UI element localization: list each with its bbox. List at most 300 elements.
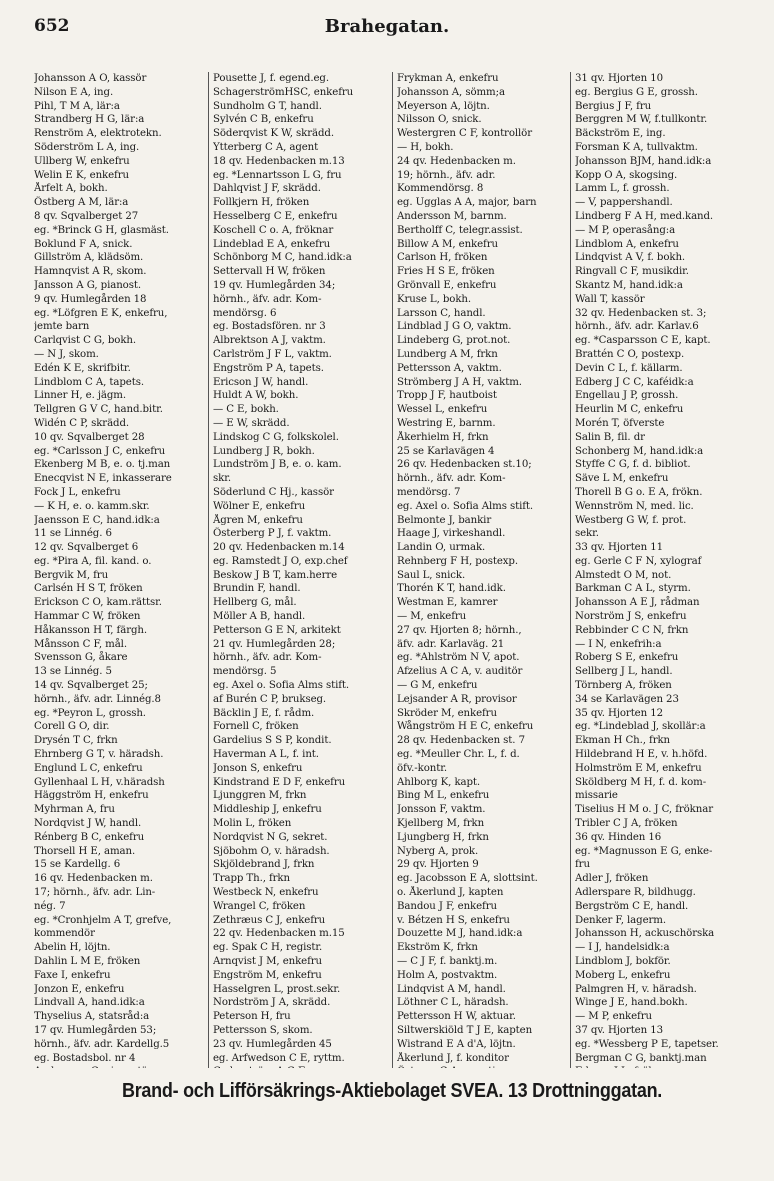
- directory-entry: missarie: [575, 790, 618, 802]
- directory-entry: eg. Axel o. Sofia Alms stift.: [397, 500, 534, 512]
- directory-entry: Nordqvist J W, handl.: [34, 818, 142, 830]
- directory-entry: Sellberg J L, handl.: [575, 666, 673, 678]
- directory-entry: Johansson A, sömm;a: [397, 86, 505, 98]
- directory-entry: Pousette J, f. egend.eg.: [213, 73, 329, 84]
- directory-entry: 26 qv. Hedenbacken st.10;: [397, 459, 532, 471]
- directory-entry: Enecqvist N E, inkasserare: [34, 473, 172, 485]
- directory-entry: Nordqvist N G, sekret.: [213, 831, 328, 843]
- directory-entry: 12 qv. Sqvalberget 6: [34, 542, 139, 554]
- directory-entry: Fornell C, fröken: [213, 721, 299, 733]
- directory-entry: Pettersson H W, aktuar.: [397, 1011, 516, 1023]
- directory-entry: hörnh., äfv. adr. Kom-: [213, 293, 322, 305]
- directory-entry: eg. Bergius G E, grossh.: [575, 86, 698, 98]
- directory-entry: — I J, handelsidk:a: [575, 942, 670, 954]
- directory-entry: Schönborg M C, hand.idk:a: [213, 252, 352, 264]
- directory-entry: 8 qv. Sqvalberget 27: [34, 210, 139, 222]
- directory-entry: nég. 7: [34, 900, 66, 912]
- directory-entry: Beskow J B T, kam.herre: [213, 569, 338, 581]
- directory-entry: Erickson C O, kam.rättsr.: [34, 597, 162, 609]
- directory-entry: Barkman C A L, styrm.: [575, 583, 691, 595]
- directory-entry: Wall T, kassör: [575, 293, 645, 305]
- directory-entry: Pihl, T M A, lär:a: [34, 100, 120, 112]
- directory-entry: Meyerson A, löjtn.: [397, 100, 490, 112]
- directory-entry: Almstedt O M, not.: [575, 569, 672, 581]
- directory-entry: Wångström H E C, enkefru: [397, 721, 534, 733]
- directory-entry: 21 qv. Humlegården 28;: [213, 638, 336, 650]
- directory-entry: Westberg G W, f. prot.: [575, 514, 687, 526]
- directory-entry: eg. *Lindeblad J, skollär:a: [575, 721, 706, 733]
- directory-entry: kommendör: [34, 928, 95, 940]
- directory-entry: Johansson BJM, hand.idk:a: [575, 155, 712, 167]
- directory-entry: Wistrand E A d'A, löjtn.: [397, 1038, 516, 1050]
- directory-entry: Lindqvist A M, handl.: [397, 983, 506, 995]
- directory-entry: Engellau J P, grossh.: [575, 390, 679, 402]
- directory-entry: Holmström E M, enkefru: [575, 762, 702, 774]
- directory-entry: Albrektson A J, vaktm.: [213, 335, 326, 347]
- directory-entry: Moberg L, enkefru: [575, 969, 671, 981]
- directory-entry: Billow A M, enkefru: [397, 238, 498, 250]
- directory-entry: Söderqvist K W, skrädd.: [213, 128, 334, 140]
- directory-column-1: [34, 72, 202, 1068]
- directory-entry: Sundholm G T, handl.: [213, 100, 322, 112]
- directory-entry: Belmonte J, bankir: [397, 514, 492, 526]
- directory-entry: Lundberg A M, frkn: [397, 348, 498, 360]
- directory-entry: mendörsg. 6: [213, 307, 277, 319]
- directory-entry: Brundin F, handl.: [213, 583, 301, 595]
- directory-entry: Zethræus C J, enkefru: [213, 914, 326, 926]
- running-title: Brahegatan.: [324, 16, 450, 37]
- directory-entry: Berggren M W, f.tullkontr.: [575, 114, 708, 126]
- directory-entry: 20 qv. Hedenbacken m.14: [213, 542, 345, 554]
- directory-entry: Hasselgren L, prost.sekr.: [213, 983, 341, 995]
- directory-entry: Ahlborg K, kapt.: [397, 776, 481, 788]
- directory-entry: Lindeblad E A, enkefru: [213, 238, 331, 250]
- directory-entry: Lindblom A, enkefru: [575, 238, 679, 250]
- directory-entry: Welin E K, enkefru: [34, 169, 129, 181]
- directory-entry: Morén T, öfverste: [575, 417, 665, 429]
- directory-entry: Gardelius S S P, kondit.: [213, 735, 332, 747]
- directory-entry: Molin L, fröken: [213, 818, 292, 830]
- page-number: 652: [34, 16, 70, 36]
- directory-entry: Lindskog C G, folkskolel.: [213, 431, 339, 443]
- directory-entry: Söderlund C Hj., kassör: [213, 486, 334, 498]
- directory-entry: Forsman K A, tullvaktm.: [575, 141, 698, 153]
- directory-entry: Tropp J F, hautboist: [397, 390, 497, 402]
- directory-entry: Thorén K T, hand.idk.: [397, 583, 506, 595]
- directory-entry: Ytterberg C A, agent: [213, 141, 319, 153]
- directory-entry: v. Bétzen H S, enkefru: [397, 914, 510, 926]
- directory-entry: öfv.-kontr.: [397, 762, 447, 774]
- directory-entry: Haverman A L, f. int.: [213, 749, 319, 761]
- directory-entry: 35 qv. Hjorten 12: [575, 707, 663, 719]
- directory-entry: eg. Axel o. Sofia Alms stift.: [213, 680, 350, 692]
- directory-entry: — K H, e. o. kamm.skr.: [34, 500, 150, 512]
- directory-entry: Norström J S, enkefru: [575, 611, 687, 623]
- directory-entry: Johansson A E J, rådman: [575, 597, 700, 609]
- directory-entry: Winge J E, hand.bokh.: [575, 997, 688, 1009]
- directory-entry: hörnh., äfv. adr. Kom-: [397, 473, 506, 485]
- directory-entry: — V, pappershandl.: [575, 197, 673, 209]
- directory-entry: Thorell B G o. E A, frökn.: [575, 486, 703, 498]
- directory-entry: 23 qv. Humlegården 45: [213, 1038, 332, 1050]
- directory-entry: Koschell C o. A, fröknar: [213, 224, 334, 236]
- directory-entry: eg. *Brinck G H, glasmäst.: [34, 224, 169, 236]
- directory-entry: eg. Ramstedt J O, exp.chef: [213, 555, 348, 567]
- directory-entry: Westring E, barnm.: [397, 417, 496, 429]
- directory-entry: 34 se Karlavägen 23: [575, 693, 679, 705]
- directory-entry: Lindvall A, hand.idk:a: [34, 997, 145, 1009]
- directory-entry: Saul L, snick.: [397, 569, 466, 581]
- directory-entry: mendörsg. 5: [213, 666, 277, 678]
- directory-entry: hörnh., äfv. adr. Kardellg.5: [34, 1038, 170, 1050]
- directory-entry: Hamnqvist A R, skom.: [34, 266, 147, 278]
- directory-entry: Lindqvist A V, f. bokh.: [575, 252, 686, 264]
- directory-entry: Österberg P J, f. vaktm.: [213, 528, 332, 540]
- directory-entry: Edén K E, skrifbitr.: [34, 362, 131, 374]
- directory-entry: Edberg J C C, kaféidk:a: [575, 376, 694, 388]
- directory-entry: 32 qv. Hedenbacken st. 3;: [575, 307, 707, 319]
- directory-entry: Jonson S, enkefru: [213, 762, 303, 774]
- directory-entry: Gillström A, klädsöm.: [34, 252, 144, 264]
- directory-entry: Salin B, fil. dr: [575, 431, 645, 443]
- directory-entry: Ljunggren M, frkn: [213, 790, 307, 802]
- directory-entry: Widén C P, skrädd.: [34, 417, 130, 429]
- directory-entry: Bandou J F, enkefru: [397, 900, 497, 912]
- directory-entry: hörnh., äfv. adr. Karlav.6: [575, 321, 699, 333]
- directory-entry: Linner H, e. jägm.: [34, 390, 127, 402]
- directory-entry: Sköldberg M H, f. d. kom-: [575, 776, 707, 788]
- directory-entry: Corell G O, dir.: [34, 721, 110, 733]
- directory-entry: Jonsson F, vaktm.: [397, 804, 486, 816]
- directory-entry: Kopp O A, skogsing.: [575, 169, 678, 181]
- directory-entry: 13 se Linnég. 5: [34, 666, 112, 678]
- directory-entry: Frykman A, enkefru: [397, 73, 499, 84]
- directory-entry: [34, 1065, 202, 1068]
- directory-entry: Boklund F A, snick.: [34, 238, 133, 250]
- directory-entry: Thyselius A, statsråd:a: [34, 1011, 150, 1023]
- directory-entry: hörnh., äfv. adr. Kom-: [213, 652, 322, 664]
- directory-entry: Sylvén C B, enkefru: [213, 114, 314, 126]
- directory-entry: Möller A B, handl.: [213, 611, 306, 623]
- directory-entry: Rénberg B C, enkefru: [34, 831, 145, 843]
- directory-entry: Drysén T C, frkn: [34, 735, 118, 747]
- directory-entry: Afzelius A C A, v. auditör: [397, 666, 523, 678]
- directory-entry: Engström P A, tapets.: [213, 362, 324, 374]
- directory-entry: Carlqvist C G, bokh.: [34, 335, 137, 347]
- directory-entry: Westergren C F, kontrollör: [397, 128, 532, 140]
- directory-entry: Carlström J F L, vaktm.: [213, 348, 332, 360]
- directory-entry: Lamm L, f. grossh.: [575, 183, 670, 195]
- directory-entry: Myhrman A, fru: [34, 804, 115, 816]
- directory-entry: hörnh., äfv. adr. Linnég.8: [34, 693, 161, 705]
- directory-entry: Ekström K, frkn: [397, 942, 478, 954]
- directory-entry: Svensson G, åkare: [34, 652, 128, 664]
- directory-entry: Larsson C, handl.: [397, 307, 486, 319]
- directory-entry: Wessel L, enkefru: [397, 404, 488, 416]
- directory-entry: Jonzon E, enkefru: [34, 983, 125, 995]
- directory-entry: eg. *Ahlström N V, apot.: [397, 652, 520, 664]
- page-header: [34, 16, 740, 42]
- directory-entry: eg. *Lennartsson L G, fru: [213, 169, 342, 181]
- directory-entry: Nilson E A, ing.: [34, 86, 114, 98]
- directory-entry: Fock J L, enkefru: [34, 486, 121, 498]
- directory-entry: af Burén C P, brukseg.: [213, 693, 327, 705]
- directory-entry: eg. Arfwedson C E, ryttm.: [213, 1052, 345, 1064]
- directory-entry: Lindblom C A, tapets.: [34, 376, 144, 388]
- directory-entry: Hildebrand H E, v. h.höfd.: [575, 749, 708, 761]
- directory-entry: Andersson M, barnm.: [397, 210, 507, 222]
- directory-entry: — C J F, f. banktj.m.: [397, 956, 498, 967]
- directory-entry: eg. Gerle C F N, xylograf: [575, 555, 702, 567]
- directory-entry: Abelin H, löjtn.: [34, 942, 111, 954]
- directory-entry: skr.: [213, 473, 231, 485]
- directory-entry: Pettersson A, vaktm.: [397, 362, 502, 374]
- directory-entry: Ekenberg M B, e. o. tj.man: [34, 459, 171, 471]
- directory-entry: Devin C L, f. källarm.: [575, 362, 683, 374]
- directory-entry: Middleship J, enkefru: [213, 804, 322, 816]
- directory-entry: Nyberg A, prok.: [397, 845, 479, 857]
- directory-entry: eg. *Carlsson J C, enkefru: [34, 445, 166, 457]
- directory-entry: Bergström C E, handl.: [575, 900, 689, 912]
- directory-entry: Settervall H W, fröken: [213, 266, 326, 278]
- directory-entry: Tiselius H M o. J C, fröknar: [575, 804, 713, 816]
- directory-entry: Lindblom J, bokför.: [575, 956, 671, 967]
- directory-entry: Rebbinder C C N, frkn: [575, 624, 689, 636]
- directory-entry: Holm A, postvaktm.: [397, 969, 498, 981]
- directory-entry: 14 qv. Sqvalberget 25;: [34, 680, 148, 692]
- directory-entry: Ågren M, enkefru: [213, 514, 303, 526]
- directory-entry: 10 qv. Sqvalberget 28: [34, 431, 145, 443]
- directory-entry: Englund L C, enkefru: [34, 762, 143, 774]
- directory-entry: Peterson H, fru: [213, 1011, 291, 1023]
- directory-entry: Skjöldebrand J, frkn: [213, 859, 315, 871]
- directory-entry: Gyllenhaal L H, v.häradsh: [34, 776, 165, 788]
- directory-entry: Heurlin M C, enkefru: [575, 404, 684, 416]
- directory-entry: Jaensson E C, hand.idk:a: [34, 514, 160, 526]
- directory-entry: eg. *Pira A, fil. kand. o.: [34, 555, 152, 567]
- directory-column-4: [570, 72, 741, 1068]
- directory-entry: Wennström N, med. lic.: [575, 500, 694, 512]
- directory-entry: — N J, skom.: [34, 348, 99, 360]
- directory-entry: Bergius J F, fru: [575, 100, 652, 112]
- directory-entry: 16 qv. Hedenbacken m.: [34, 873, 153, 885]
- directory-entry: Månsson C F, mål.: [34, 638, 127, 650]
- directory-entry: — C E, bokh.: [213, 404, 279, 416]
- directory-entry: eg. Bostadsbol. nr 4: [34, 1052, 136, 1064]
- directory-entry: Bäcklin J E, f. rådm.: [213, 707, 315, 719]
- directory-entry: — I N, enkefrih:a: [575, 638, 662, 650]
- footer-advertisement: Brand- och Lifförsäkrings-Aktiebolaget SVEA. 13 Drottninggatan.: [121, 1080, 663, 1102]
- directory-entry: [575, 1065, 741, 1068]
- directory-entry: Jansson A G, pianost.: [34, 279, 141, 291]
- directory-entry: Hellberg G, mål.: [213, 597, 297, 609]
- directory-entry: Pettersson S, skom.: [213, 1024, 313, 1036]
- directory-entry: Fries H S E, fröken: [397, 266, 495, 278]
- directory-entry: Åkerhielm H, frkn: [397, 431, 489, 443]
- directory-entry: Lindeberg G, prot.not.: [397, 335, 511, 347]
- directory-entry: Löthner C L, häradsh.: [397, 997, 509, 1009]
- directory-entry: Johansson A O, kassör: [34, 73, 147, 84]
- directory-entry: Faxe I, enkefru: [34, 969, 111, 981]
- directory-entry: sekr.: [575, 528, 599, 540]
- directory-entry: Nordström J A, skrädd.: [213, 997, 331, 1009]
- directory-entry: — M P, enkefru: [575, 1011, 652, 1023]
- directory-entry: Ringvall C F, musikdir.: [575, 266, 689, 278]
- directory-entry: Bergvik M, fru: [34, 569, 109, 581]
- directory-entry: Strandberg H G, lär:a: [34, 114, 145, 126]
- directory-entry: Thorsell H E, aman.: [34, 845, 136, 857]
- directory-entry: Hammar C W, fröken: [34, 611, 141, 623]
- directory-entry: Arnqvist J M, enkefru: [213, 956, 323, 967]
- directory-entry: Rehnberg F H, postexp.: [397, 555, 518, 567]
- directory-entry: Ekman H Ch., frkn: [575, 735, 671, 747]
- directory-entry: 29 qv. Hjorten 9: [397, 859, 479, 871]
- directory-entry: eg. *Löfgren E K, enkefru,: [34, 307, 168, 319]
- directory-entry: SchagerströmHSC, enkefru: [213, 86, 354, 98]
- directory-entry: Skröder M, enkefru: [397, 707, 497, 719]
- directory-entry: Adlerspare R, bildhugg.: [575, 887, 696, 899]
- directory-entry: [397, 1065, 569, 1068]
- directory-entry: Lundström J B, e. o. kam.: [213, 459, 342, 471]
- directory-entry: eg. Bostadsfören. nr 3: [213, 321, 326, 333]
- directory-entry: Wölner E, enkefru: [213, 500, 306, 512]
- directory-entry: Adler J, fröken: [575, 873, 649, 885]
- directory-entry: eg. Jacobsson E A, slottsint.: [397, 873, 538, 885]
- directory-entry: Grönvall E, enkefru: [397, 279, 497, 291]
- directory-entry: eg. *Cronhjelm A T, grefve,: [34, 914, 172, 926]
- directory-entry: 33 qv. Hjorten 11: [575, 542, 663, 554]
- directory-entry: Johansson H, ackuschörska: [575, 928, 715, 940]
- directory-entry: Roberg S E, enkefru: [575, 652, 679, 664]
- directory-entry: eg. Ugglas A A, major, barn: [397, 197, 537, 209]
- directory-entry: Trapp Th., frkn: [213, 873, 290, 885]
- directory-entry: Lindblad J G O, vaktm.: [397, 321, 512, 333]
- directory-entry: 25 se Karlavägen 4: [397, 445, 495, 457]
- directory-entry: Styffe C G, f. d. bibliot.: [575, 459, 691, 471]
- directory-entry: Häggström H, enkefru: [34, 790, 149, 802]
- directory-entry: fru: [575, 859, 590, 871]
- directory-entry: Hesselberg C E, enkefru: [213, 210, 338, 222]
- directory-entry: 36 qv. Hinden 16: [575, 831, 662, 843]
- directory-entry: — M, enkefru: [397, 611, 467, 623]
- directory-entry: 31 qv. Hjorten 10: [575, 73, 663, 84]
- directory-entry: Kruse L, bokh.: [397, 293, 472, 305]
- directory-entry: Kjellberg M, frkn: [397, 818, 485, 830]
- directory-entry: Douzette M J, hand.idk:a: [397, 928, 523, 940]
- directory-entry: 22 qv. Hedenbacken m.15: [213, 928, 345, 940]
- directory-entry: Årfelt A, bokh.: [34, 183, 108, 195]
- directory-entry: 19 qv. Humlegården 34;: [213, 279, 336, 291]
- directory-entry: Lejsander A R, provisor: [397, 693, 517, 705]
- directory-entry: Palmgren H, v. häradsh.: [575, 983, 697, 995]
- directory-entry: Landin O, urmak.: [397, 542, 486, 554]
- directory-entry: 17 qv. Humlegården 53;: [34, 1024, 157, 1036]
- directory-entry: Ullberg W, enkefru: [34, 155, 130, 167]
- directory-entry: 17; hörnh., äfv. adr. Lin-: [34, 887, 156, 899]
- directory-entry: Bäckström E, ing.: [575, 128, 666, 140]
- directory-entry: o. Åkerlund J, kapten: [397, 887, 504, 899]
- directory-entry: Follkjern H, fröken: [213, 197, 310, 209]
- directory-entry: Skantz M, hand.idk:a: [575, 279, 683, 291]
- directory-entry: 27 qv. Hjorten 8; hörnh.,: [397, 624, 522, 636]
- directory-entry: eg. *Magnusson E G, enke-: [575, 845, 713, 857]
- directory-entry: eg. Spak C H, registr.: [213, 942, 323, 954]
- directory-entry: Kommendörsg. 8: [397, 183, 484, 195]
- directory-columns: [34, 72, 740, 1068]
- directory-entry: Ericson J W, handl.: [213, 376, 309, 388]
- directory-entry: eg. *Casparsson C E, kapt.: [575, 335, 711, 347]
- directory-entry: Carlsén H S T, fröken: [34, 583, 143, 595]
- directory-entry: Bertholff C, telegr.assist.: [397, 224, 523, 236]
- directory-entry: Siltwerskiöld T J E, kapten: [397, 1024, 533, 1036]
- directory-entry: Lundberg J R, bokh.: [213, 445, 315, 457]
- directory-entry: Dahlqvist J F, skrädd.: [213, 183, 321, 195]
- directory-entry: — E W, skrädd.: [213, 417, 290, 429]
- directory-entry: Tribler C J A, fröken: [575, 818, 678, 830]
- directory-entry: Bergman C G, banktj.man: [575, 1052, 707, 1064]
- directory-entry: Strömberg J A H, vaktm.: [397, 376, 522, 388]
- directory-entry: eg. *Wessberg P E, tapetser.: [575, 1038, 719, 1050]
- directory-entry: äfv. adr. Karlaväg. 21: [397, 638, 505, 650]
- directory-entry: 24 qv. Hedenbacken m.: [397, 155, 516, 167]
- directory-entry: Renström A, elektrotekn.: [34, 128, 162, 140]
- directory-column-3: [392, 72, 569, 1068]
- directory-entry: Tellgren G V C, hand.bitr.: [34, 404, 163, 416]
- directory-entry: Nilsson O, snick.: [397, 114, 482, 126]
- directory-entry: Lindberg F A H, med.kand.: [575, 210, 714, 222]
- directory-entry: Bing M L, enkefru: [397, 790, 490, 802]
- directory-entry: 19; hörnh., äfv. adr.: [397, 169, 496, 181]
- directory-entry: — H, bokh.: [397, 141, 454, 153]
- directory-entry: Westman E, kamrer: [397, 597, 498, 609]
- directory-entry: Petterson G E N, arkitekt: [213, 624, 341, 636]
- directory-entry: jemte barn: [34, 321, 90, 333]
- directory-entry: Carlson H, fröken: [397, 252, 488, 264]
- directory-entry: Säve L M, enkefru: [575, 473, 669, 485]
- directory-entry: 37 qv. Hjorten 13: [575, 1024, 663, 1036]
- directory-entry: Wrangel C, fröken: [213, 900, 306, 912]
- directory-entry: [213, 1065, 391, 1068]
- directory-entry: Engström M, enkefru: [213, 969, 322, 981]
- directory-entry: Ljungberg H, frkn: [397, 831, 489, 843]
- directory-entry: Söderström L A, ing.: [34, 141, 140, 153]
- directory-entry: Östberg A M, lär:a: [34, 197, 129, 209]
- directory-entry: 11 se Linnég. 6: [34, 528, 112, 540]
- directory-entry: Westbeck N, enkefru: [213, 887, 319, 899]
- directory-column-2: [208, 72, 391, 1068]
- directory-entry: Sjöbohm O, v. häradsh.: [213, 845, 330, 857]
- directory-entry: Huldt A W, bokh.: [213, 390, 299, 402]
- directory-entry: mendörsg. 7: [397, 486, 461, 498]
- directory-entry: — G M, enkefru: [397, 680, 478, 692]
- directory-entry: Kindstrand E D F, enkefru: [213, 776, 346, 788]
- directory-entry: Denker F, lagerm.: [575, 914, 666, 926]
- directory-entry: 18 qv. Hedenbacken m.13: [213, 155, 345, 167]
- directory-entry: 28 qv. Hedenbacken st. 7: [397, 735, 525, 747]
- directory-entry: eg. *Peyron L, grossh.: [34, 707, 146, 719]
- directory-entry: Åkerlund J, f. konditor: [397, 1052, 509, 1064]
- directory-entry: Dahlin L M E, fröken: [34, 956, 141, 967]
- directory-entry: 15 se Kardellg. 6: [34, 859, 121, 871]
- directory-entry: eg. *Meuller Chr. L, f. d.: [397, 749, 520, 761]
- directory-entry: Haage J, virkeshandl.: [397, 528, 506, 540]
- directory-entry: — M P, operasång:a: [575, 224, 676, 236]
- directory-entry: Brattén C O, postexp.: [575, 348, 685, 360]
- directory-entry: Schonberg M, hand.idk:a: [575, 445, 704, 457]
- directory-entry: 9 qv. Humlegården 18: [34, 293, 147, 305]
- directory-entry: Törnberg A, fröken: [575, 680, 672, 692]
- directory-entry: Håkansson H T, färgh.: [34, 624, 147, 636]
